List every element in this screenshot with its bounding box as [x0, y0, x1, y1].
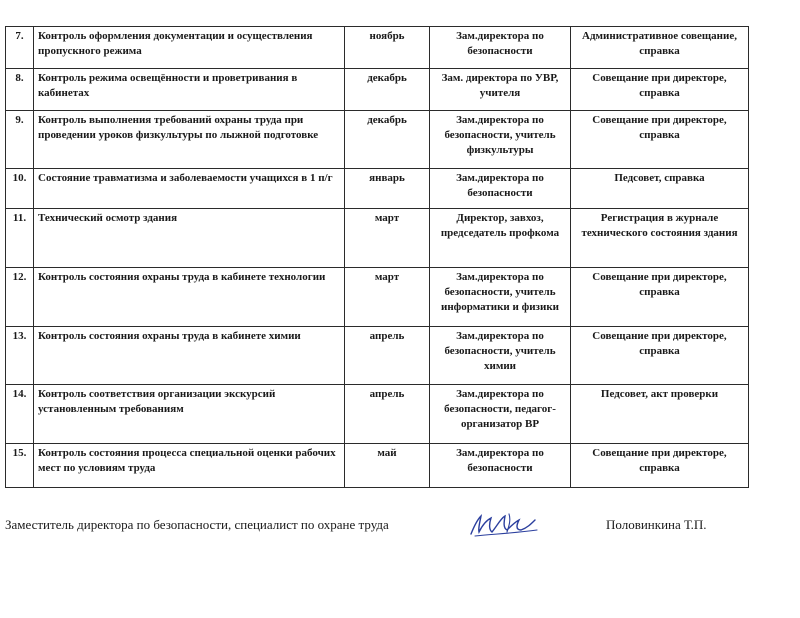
row-number: 15.	[6, 444, 34, 488]
table-row	[6, 385, 749, 444]
result-form-cell: Совещание при директоре, справка	[571, 69, 749, 111]
control-item: Контроль режима освещённости и проветривания в кабинетах	[34, 69, 345, 111]
row-number: 14.	[6, 385, 34, 444]
control-item: Контроль состояния охраны труда в кабинете технологии	[34, 268, 345, 327]
control-item: Контроль оформления документации и осуществления пропускного режима	[34, 27, 345, 69]
table-row	[6, 209, 749, 268]
responsible-cell: Зам.директора по безопасности, учитель химии	[430, 327, 571, 385]
row-number: 12.	[6, 268, 34, 327]
row-number: 8.	[6, 69, 34, 111]
responsible-cell: Зам.директора по безопасности, учитель информатики и физики	[430, 268, 571, 327]
control-item: Контроль состояния охраны труда в кабинете химии	[34, 327, 345, 385]
term-cell: апрель	[345, 327, 430, 385]
responsible-cell: Зам.директора по безопасности	[430, 27, 571, 69]
handwritten-signature	[465, 508, 545, 542]
result-form-cell: Совещание при директоре, справка	[571, 444, 749, 488]
result-form-cell: Педсовет, акт проверки	[571, 385, 749, 444]
table-row	[6, 27, 749, 69]
term-cell: март	[345, 268, 430, 327]
term-cell: декабрь	[345, 69, 430, 111]
result-form-cell: Административное совещание, справка	[571, 27, 749, 69]
result-form-cell: Совещание при директоре, справка	[571, 268, 749, 327]
table-row	[6, 444, 749, 488]
control-item: Контроль соответствия организации экскурсий установленным требованиям	[34, 385, 345, 444]
row-number: 11.	[6, 209, 34, 268]
result-form-cell: Совещание при директоре, справка	[571, 327, 749, 385]
table-row	[6, 111, 749, 169]
table-row	[6, 169, 749, 209]
term-cell: май	[345, 444, 430, 488]
table-row	[6, 268, 749, 327]
responsible-cell: Зам.директора по безопасности, учитель физкультуры	[430, 111, 571, 169]
control-item: Состояние травматизма и заболеваемости учащихся в 1 п/г	[34, 169, 345, 209]
table-row	[6, 69, 749, 111]
control-item: Контроль состояния процесса специальной оценки рабочих мест по условиям труда	[34, 444, 345, 488]
result-form-cell: Педсовет, справка	[571, 169, 749, 209]
result-form-cell: Совещание при директоре, справка	[571, 111, 749, 169]
row-number: 13.	[6, 327, 34, 385]
term-cell: ноябрь	[345, 27, 430, 69]
row-number: 10.	[6, 169, 34, 209]
result-form-cell: Регистрация в журнале технического состояния здания	[571, 209, 749, 268]
responsible-cell: Директор, завхоз, председатель профкома	[430, 209, 571, 268]
control-item: Технический осмотр здания	[34, 209, 345, 268]
document-page	[5, 26, 749, 488]
signature-line	[5, 516, 725, 540]
term-cell: декабрь	[345, 111, 430, 169]
table-row	[6, 327, 749, 385]
responsible-cell: Зам.директора по безопасности	[430, 169, 571, 209]
responsible-cell: Зам.директора по безопасности, педагог-организатор ВР	[430, 385, 571, 444]
signer-name: Половинкина Т.П.	[606, 517, 707, 532]
responsible-cell: Зам. директора по УВР, учителя	[430, 69, 571, 111]
term-cell: март	[345, 209, 430, 268]
responsible-cell: Зам.директора по безопасности	[430, 444, 571, 488]
control-plan-table	[5, 26, 749, 488]
control-item: Контроль выполнения требований охраны труда при проведении уроков физкультуры по лыжной подготовке	[34, 111, 345, 169]
signer-position: Заместитель директора по безопасности, специалист по охране труда	[5, 517, 389, 532]
row-number: 9.	[6, 111, 34, 169]
term-cell: апрель	[345, 385, 430, 444]
term-cell: январь	[345, 169, 430, 209]
row-number: 7.	[6, 27, 34, 69]
